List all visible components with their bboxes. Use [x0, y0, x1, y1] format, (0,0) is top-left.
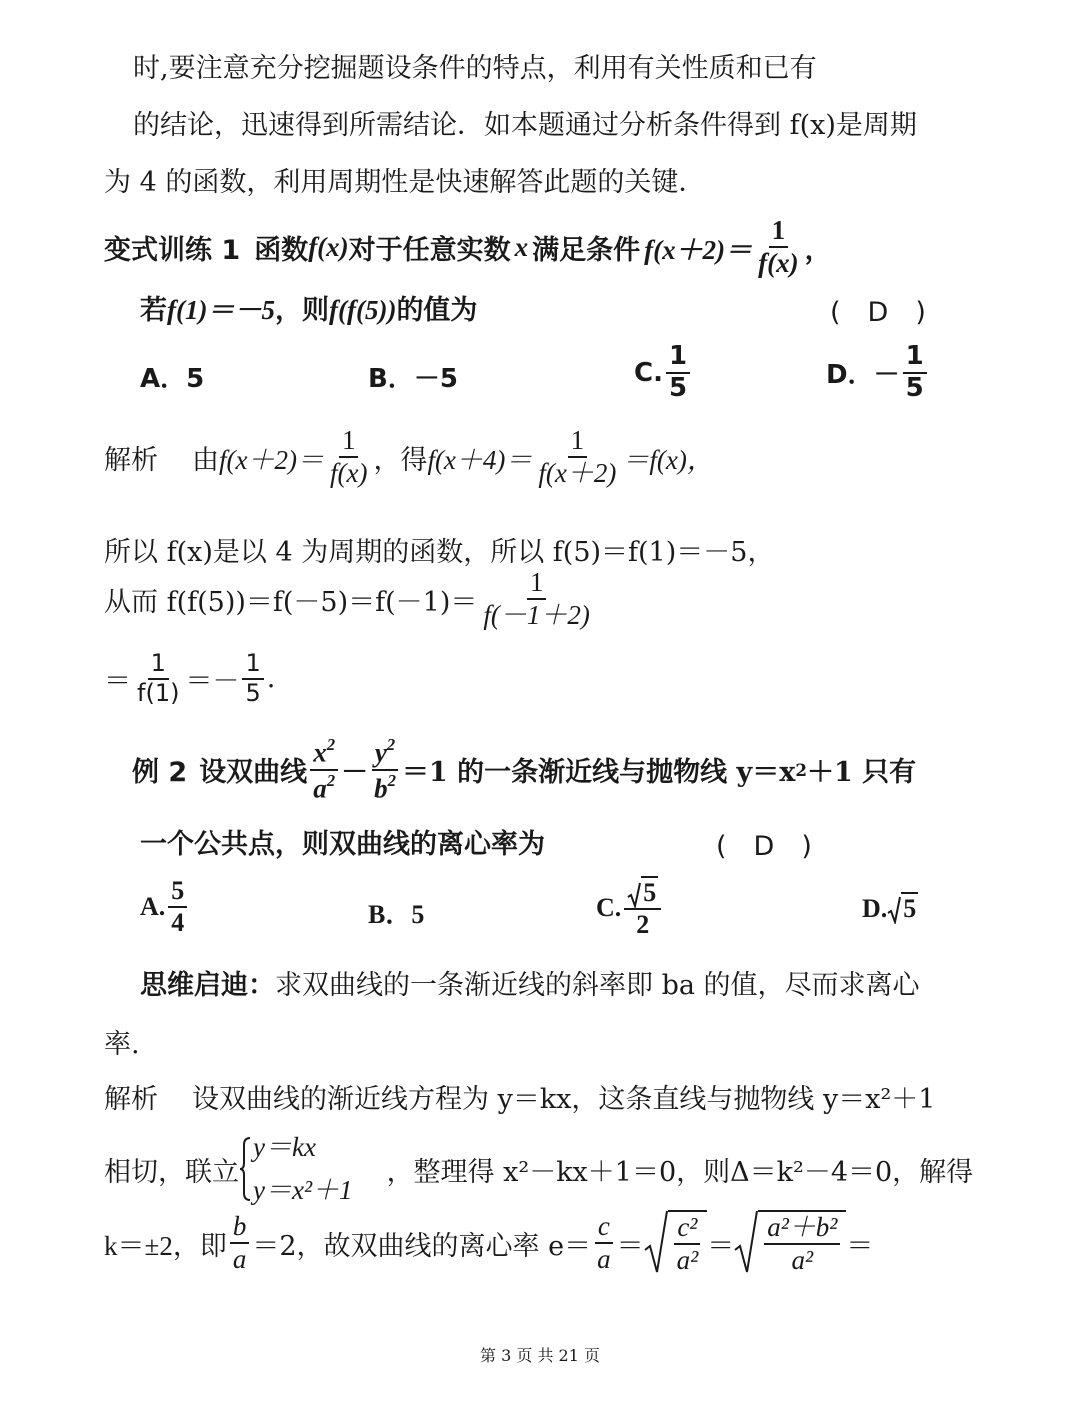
- solution-label: 解析: [104, 444, 158, 476]
- equation-system: y＝kx y＝x²＋1: [239, 1126, 353, 1212]
- choice-a: A. $\frac{5}{4}$: [140, 876, 190, 938]
- solution-1-line-1: 解析 由 f(x＋2)＝ $\frac{1}{f(x)}$ ，得 f(x＋4)＝ $\frac{1}{f(x+2)}$ ＝f(x)，: [104, 425, 714, 489]
- square-root: [644, 1210, 708, 1276]
- fraction: $\frac{x^2}{a^2}$: [310, 735, 338, 805]
- fraction: $\frac{y^2}{b^2}$: [371, 735, 399, 805]
- fraction: $\frac{1}{f(x+2)}$: [538, 425, 617, 489]
- fraction: $\frac{1}{f(-1+2)}$: [483, 567, 590, 631]
- solution-2-line-2: 相切，联立 y＝kx y＝x²＋1 ，整理得 x²－kx＋1＝0，则Δ＝k²－4＝0，解得: [104, 1126, 973, 1212]
- exercise-1-stem: 变式训练 1 函数 f(x) 对于任意实数 x 满足条件 f(x＋2)＝ $\frac{1}{f(x)}$ ，: [104, 215, 832, 279]
- fraction: $\frac{b}{a}$: [230, 1211, 250, 1275]
- fraction: $\frac{1}{f(x)}$: [758, 215, 799, 279]
- sqrt-sign-icon: [644, 1210, 668, 1274]
- fraction: $\frac{c}{a}$: [594, 1211, 614, 1275]
- brace-icon: [239, 1137, 251, 1201]
- text-line: 的结论，迅速得到所需结论．如本题通过分析条件得到 f(x)是周期: [133, 110, 917, 141]
- choice-b: B．5: [368, 900, 425, 929]
- hint-line-2: 率.: [104, 1029, 140, 1060]
- exercise-1-question: 若f(1)＝－5，则f(f(5))的值为: [140, 295, 478, 326]
- fraction: $\frac{\text{a²＋b²}}{\text{a²}}$: [764, 1212, 840, 1276]
- choice-d: D. 5: [862, 894, 917, 923]
- solution-2-line-1: 解析 设双曲线的渐近线方程为 y＝kx，这条直线与抛物线 y＝x²＋1: [104, 1084, 936, 1115]
- hint-label: 思维启迪：: [140, 970, 275, 1001]
- solution-1-line-3: 从而 f(f(5))＝f(－5)＝f(－1)＝ $\frac{1}{f(-1+2)}$: [104, 567, 596, 631]
- example-label: 例 2: [132, 757, 188, 789]
- exercise-label: 变式训练 1: [104, 234, 241, 266]
- choice-b: B．－5: [368, 364, 458, 394]
- solution-1-line-4: ＝ $\frac{1}{f(1)}$ ＝－ $\frac{1}{5}$ .: [104, 649, 276, 707]
- fraction: $\frac{5}{4}$: [168, 876, 187, 938]
- text-line: 时,要注意充分挖掘题设条件的特点，利用有关性质和已有: [133, 53, 817, 84]
- solution-2-line-3: k＝±2，即 $\frac{b}{a}$ ＝2，故双曲线的离心率 e＝ $\frac{c}{a}$ ＝ $\frac{\text{c²}}{\text{a²}}$ ＝ $\frac{\text{a²＋b²}}{\text{a²}}$ ＝: [104, 1211, 874, 1276]
- fraction: $\frac{5}{2}$: [624, 876, 661, 940]
- fraction: $\frac{1}{5}$: [242, 650, 263, 707]
- choice-a: A．5: [140, 364, 205, 394]
- fraction: $\frac{1}{f(1)}$: [137, 649, 180, 707]
- text-line: 为 4 的函数，利用周期性是快速解答此题的关键．: [104, 167, 706, 198]
- sqrt-sign-icon: [627, 882, 641, 908]
- hint-line-1: 思维启迪：求双曲线的一条渐近线的斜率即 ba 的值，尽而求离心: [140, 970, 920, 1001]
- fraction: $\frac{1}{5}$: [666, 342, 690, 404]
- square-root: [734, 1210, 846, 1276]
- answer-bracket: ( D ): [830, 297, 926, 328]
- example-2-stem: 例 2 设双曲线 $\frac{x^2}{a^2}$ － $\frac{y^2}{b^2}$ ＝1 的一条渐近线与抛物线 y＝x 2 ＋1 只有: [132, 735, 917, 804]
- page-footer: 第 3 页 共 21 页: [480, 1346, 600, 1365]
- sqrt-sign-icon: [887, 896, 901, 924]
- fraction: $\frac{1}{f(x)}$: [329, 425, 368, 489]
- choice-c: C. $\frac{5}{2}$: [596, 876, 664, 940]
- choice-d: D．－ $\frac{1}{5}$: [826, 342, 930, 404]
- choice-c: C. $\frac{1}{5}$: [634, 342, 693, 404]
- fraction: $\frac{1}{5}$: [903, 342, 927, 404]
- sqrt-sign-icon: [734, 1210, 758, 1274]
- example-2-question: 一个公共点，则双曲线的离心率为: [140, 829, 545, 860]
- fraction: $\frac{\text{c²}}{\text{a²}}$: [674, 1212, 702, 1276]
- solution-1-line-2: 所以 f(x)是以 4 为周期的函数，所以 f(5)＝f(1)＝－5，: [104, 537, 775, 568]
- answer-bracket: ( D ): [716, 831, 812, 862]
- solution-label: 解析: [104, 1084, 158, 1115]
